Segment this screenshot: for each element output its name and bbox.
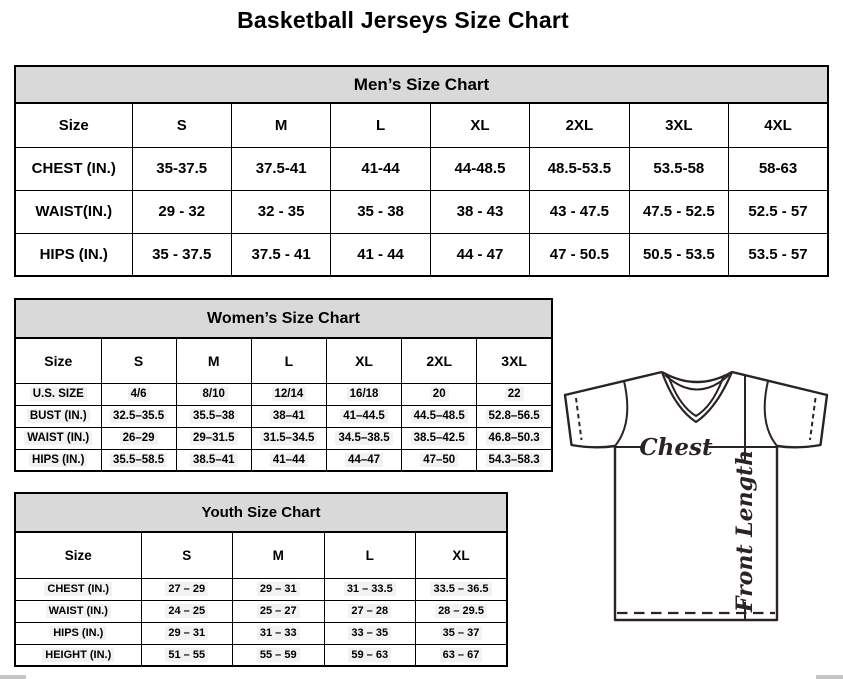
youth-column-header: XL [416,532,508,578]
womens-bust-cell: 52.8–56.5 [477,405,552,427]
womens-column-header: S [101,338,176,383]
mens-column-header: 4XL [729,103,828,147]
mens-column-header-row [15,103,828,147]
youth-column-header-row [15,532,507,578]
left-cuff-dashed-line [576,398,582,440]
mens-chest-cell: 41-44 [331,147,430,190]
youth-waist-cell: 25 – 27 [233,600,325,622]
mens-column-header: 3XL [629,103,728,147]
womens-bust-cell: 38–41 [251,405,326,427]
youth-column-header: M [233,532,325,578]
mens-chest-cell: 44-48.5 [430,147,529,190]
youth-waist-row [15,600,507,622]
youth-hips-cell: 29 – 31 [141,622,233,644]
horizontal-scrollbar-fragment-right[interactable] [816,675,843,679]
mens-chest-row [15,147,828,190]
mens-waist-cell: 52.5 - 57 [729,190,828,233]
right-cuff-dashed-line [810,398,816,440]
youth-chest-row-label: CHEST (IN.) [15,578,141,600]
womens-hips-row-label: HIPS (IN.) [15,449,101,471]
mens-waist-cell: 43 - 47.5 [530,190,629,233]
youth-table-title-row [15,493,507,532]
womens-waist-cell: 46.8–50.3 [477,427,552,449]
womens-waist-cell: 31.5–34.5 [251,427,326,449]
mens-column-header: L [331,103,430,147]
womens-bust-cell: 41–44.5 [326,405,401,427]
mens-hips-cell: 44 - 47 [430,233,529,276]
womens-us-size-cell: 12/14 [251,383,326,405]
womens-bust-row [15,405,552,427]
womens-table-title-row [15,299,552,338]
mens-chest-cell: 48.5-53.5 [530,147,629,190]
youth-table-title: Youth Size Chart [15,493,507,532]
youth-hips-cell: 31 – 33 [233,622,325,644]
womens-bust-cell: 44.5–48.5 [402,405,477,427]
mens-chest-cell: 53.5-58 [629,147,728,190]
mens-hips-cell: 50.5 - 53.5 [629,233,728,276]
youth-hips-cell: 33 – 35 [324,622,416,644]
youth-height-row-label: HEIGHT (IN.) [15,644,141,666]
page-title: Basketball Jerseys Size Chart [237,7,569,33]
mens-waist-cell: 38 - 43 [430,190,529,233]
horizontal-scrollbar-fragment-left[interactable] [0,675,26,679]
youth-chest-cell: 33.5 – 36.5 [416,578,508,600]
womens-hips-cell: 41–44 [251,449,326,471]
mens-size-table [14,65,829,277]
womens-us-size-cell: 20 [402,383,477,405]
womens-waist-cell: 34.5–38.5 [326,427,401,449]
youth-waist-cell: 28 – 29.5 [416,600,508,622]
womens-waist-row [15,427,552,449]
left-sleeve-seam [615,381,627,446]
youth-chest-cell: 27 – 29 [141,578,233,600]
womens-column-header: Size [15,338,101,383]
youth-waist-cell: 27 – 28 [324,600,416,622]
womens-column-header-row [15,338,552,383]
womens-hips-cell: 38.5–41 [176,449,251,471]
womens-column-header: 2XL [402,338,477,383]
youth-chest-cell: 29 – 31 [233,578,325,600]
youth-waist-row-label: WAIST (IN.) [15,600,141,622]
womens-column-header: XL [326,338,401,383]
mens-hips-cell: 47 - 50.5 [530,233,629,276]
youth-size-table [14,492,508,667]
womens-us-size-cell: 22 [477,383,552,405]
womens-bust-cell: 32.5–35.5 [101,405,176,427]
mens-waist-cell: 32 - 35 [231,190,330,233]
womens-hips-cell: 44–47 [326,449,401,471]
youth-height-row [15,644,507,666]
youth-column-header: S [141,532,233,578]
mens-column-header: S [132,103,231,147]
mens-chest-cell: 37.5-41 [231,147,330,190]
mens-table-title: Men’s Size Chart [15,66,828,103]
chest-label: Chest [639,434,713,461]
youth-waist-cell: 24 – 25 [141,600,233,622]
mens-waist-cell: 35 - 38 [331,190,430,233]
womens-column-header: L [251,338,326,383]
youth-chest-row [15,578,507,600]
womens-hips-cell: 47–50 [402,449,477,471]
womens-us-size-cell: 16/18 [326,383,401,405]
womens-us-size-cell: 8/10 [176,383,251,405]
womens-table-title: Women’s Size Chart [15,299,552,338]
youth-column-header: L [324,532,416,578]
womens-hips-cell: 35.5–58.5 [101,449,176,471]
youth-height-cell: 59 – 63 [324,644,416,666]
youth-height-cell: 51 – 55 [141,644,233,666]
mens-waist-row-label: WAIST(IN.) [15,190,132,233]
womens-column-header: M [176,338,251,383]
youth-height-cell: 55 – 59 [233,644,325,666]
jersey-measurement-diagram [558,362,838,654]
mens-waist-cell: 29 - 32 [132,190,231,233]
womens-us-size-row [15,383,552,405]
right-sleeve-seam [765,381,777,446]
mens-column-header: M [231,103,330,147]
womens-waist-cell: 26–29 [101,427,176,449]
womens-waist-cell: 38.5–42.5 [402,427,477,449]
womens-size-table [14,298,553,472]
mens-chest-row-label: CHEST (IN.) [15,147,132,190]
youth-height-cell: 63 – 67 [416,644,508,666]
womens-waist-row-label: WAIST (IN.) [15,427,101,449]
womens-us-size-cell: 4/6 [101,383,176,405]
youth-chest-cell: 31 – 33.5 [324,578,416,600]
mens-column-header: Size [15,103,132,147]
womens-waist-cell: 29–31.5 [176,427,251,449]
mens-hips-row [15,233,828,276]
youth-column-header: Size [15,532,141,578]
mens-hips-cell: 41 - 44 [331,233,430,276]
mens-waist-cell: 47.5 - 52.5 [629,190,728,233]
mens-waist-row [15,190,828,233]
womens-bust-row-label: BUST (IN.) [15,405,101,427]
youth-hips-row-label: HIPS (IN.) [15,622,141,644]
youth-hips-cell: 35 – 37 [416,622,508,644]
mens-hips-cell: 53.5 - 57 [729,233,828,276]
womens-column-header: 3XL [477,338,552,383]
mens-hips-row-label: HIPS (IN.) [15,233,132,276]
mens-chest-cell: 58-63 [729,147,828,190]
youth-hips-row [15,622,507,644]
womens-us-size-row-label: U.S. SIZE [15,383,101,405]
jersey-outline [565,372,827,620]
womens-hips-cell: 54.3–58.3 [477,449,552,471]
mens-hips-cell: 37.5 - 41 [231,233,330,276]
womens-bust-cell: 35.5–38 [176,405,251,427]
womens-hips-row [15,449,552,471]
mens-hips-cell: 35 - 37.5 [132,233,231,276]
mens-column-header: XL [430,103,529,147]
mens-table-title-row [15,66,828,103]
mens-column-header: 2XL [530,103,629,147]
mens-chest-cell: 35-37.5 [132,147,231,190]
front-length-label: Front Length [732,449,758,613]
